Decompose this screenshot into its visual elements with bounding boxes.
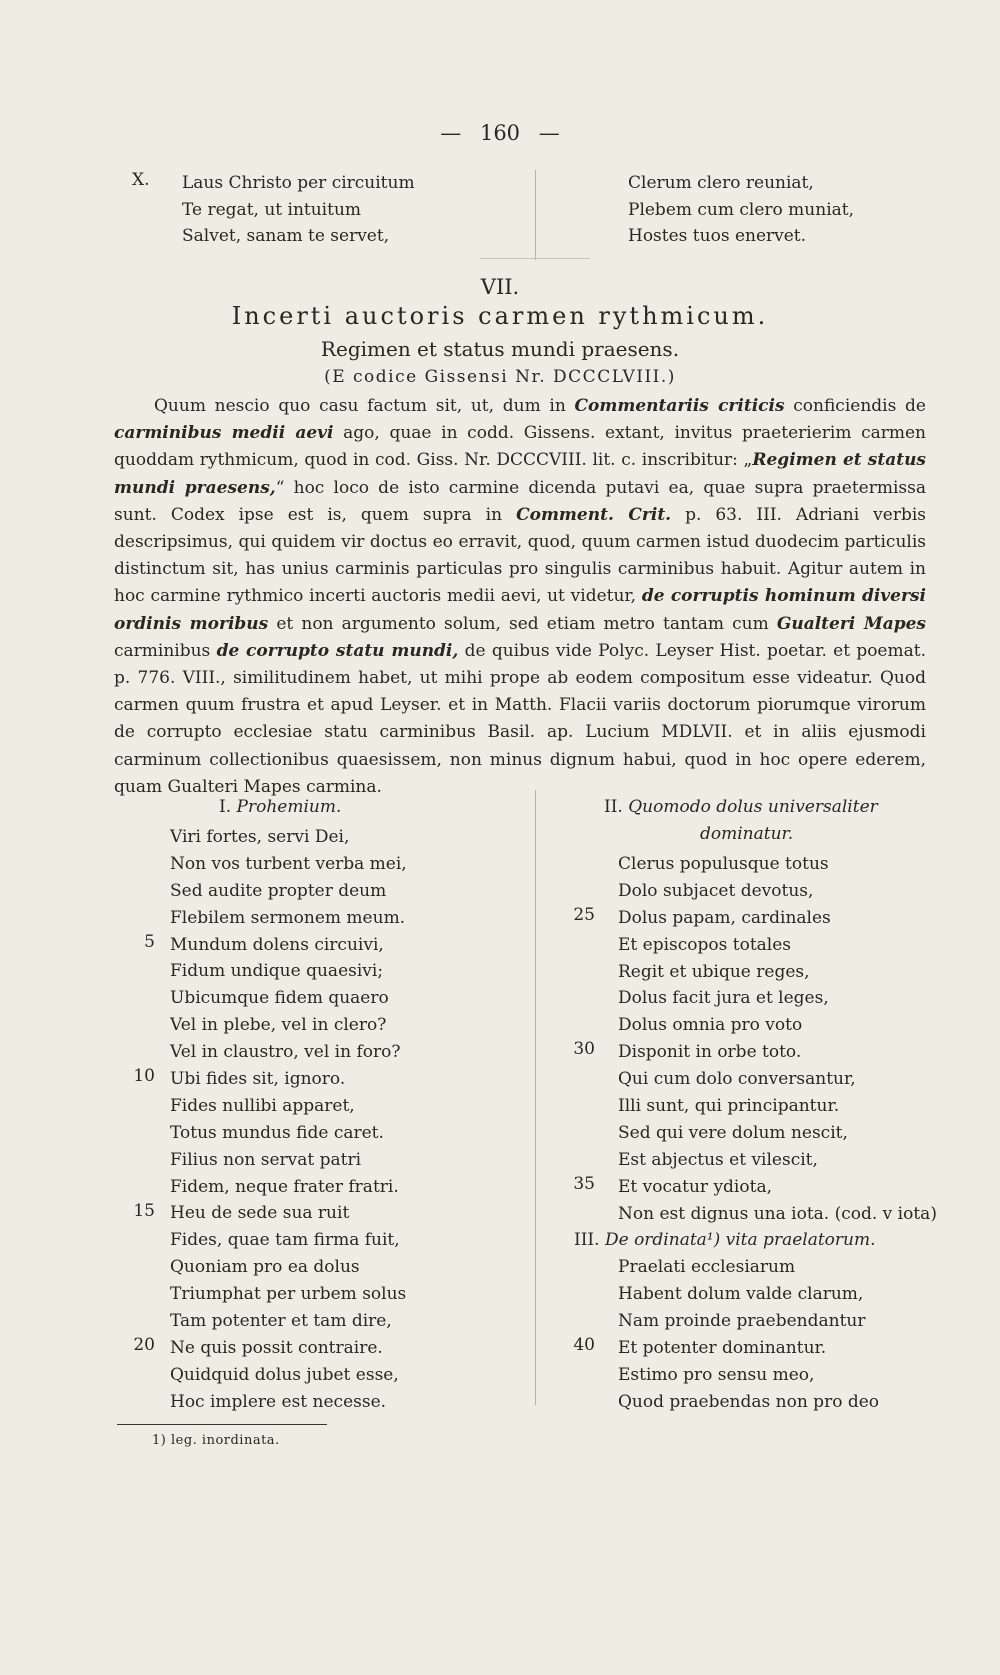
verse-line: Tam potenter et tam dire, bbox=[170, 1311, 392, 1332]
heading-numeral: III. bbox=[574, 1230, 600, 1251]
prose-text: Quum nescio quo casu factum sit, ut, dum in bbox=[154, 396, 575, 416]
italic-phrase: de corruptis hominum diversi ordinis moribus bbox=[114, 586, 926, 634]
line-number: 15 bbox=[133, 1201, 155, 1221]
heading-title: Prohemium. bbox=[236, 797, 342, 817]
section-subtitle: Regimen et status mundi praesens. bbox=[320, 337, 680, 361]
heading-title: Quomodo dolus universaliter bbox=[628, 797, 878, 817]
verse-line: Sed qui vere dolum nescit, bbox=[618, 1122, 848, 1143]
verse-line: Flebilem sermonem meum. bbox=[170, 907, 406, 928]
prose-text: et non argumento solum, sed etiam metro tantam cum bbox=[268, 613, 777, 634]
page-number-line bbox=[0, 121, 1000, 145]
codex-reference: (E codice Gissensi Nr. DCCCLVIII.) bbox=[324, 367, 676, 387]
verse-line: Triumphat per urbem solus bbox=[170, 1284, 407, 1305]
heading-numeral: II. bbox=[604, 797, 623, 817]
verse-line: Hostes tuos enervet. bbox=[628, 226, 807, 246]
italic-phrase: Regimen et status mundi praesens, bbox=[114, 450, 926, 498]
verse-line: Dolus papam, cardinales bbox=[618, 907, 831, 928]
verse-line: Quoniam pro ea dolus bbox=[170, 1257, 360, 1278]
top-stanza-left bbox=[182, 170, 415, 250]
line-number: 5 bbox=[144, 932, 155, 952]
prose-text: conficiendis de bbox=[784, 396, 926, 416]
verse-line: Viri fortes, servi Dei, bbox=[170, 827, 350, 847]
page-number-dash-right: — bbox=[538, 121, 560, 145]
verse-line: Hoc implere est necesse. bbox=[170, 1391, 387, 1412]
section-numeral: VII. bbox=[480, 275, 520, 299]
line-number: 25 bbox=[573, 905, 595, 925]
verse-line: Disponit in orbe toto. bbox=[618, 1042, 802, 1063]
prose-text: ago, quae in codd. Gissens. extant, invitus praeterierim carmen quoddam rythmicum, quod in cod. Giss. Nr. DCCCVIII. lit. c. inscribitur: „ bbox=[114, 423, 927, 471]
prose-text: de quibus vide Polyc. Leyser Hist. poetar. et poemat. p. 776. VIII., similitudinem habet, ut mihi prope ab eodem compositum esse videatur. Quod carmen quum frustra et apud Leyser. et in Matth. Flacii variis doctorum piorumque virorum de corrupto ecclesiae statu carminibus Basil. ap. Lucium MDLVII. et in aliis ejusmodi carminum collectionibus quaesissem, non minus dignum habui, quod in hoc opere ederem, quam Gualteri Mapes carmina. bbox=[114, 640, 926, 797]
italic-phrase: Comment. Crit. bbox=[516, 504, 672, 525]
verse-line: Salvet, sanam te servet, bbox=[182, 226, 390, 246]
verse-line: Laus Christo per circuitum bbox=[182, 173, 415, 193]
verse-line: Ubicumque fidem quaero bbox=[170, 988, 389, 1009]
verse-line: Fides nullibi apparet, bbox=[170, 1095, 355, 1116]
line-number: 30 bbox=[573, 1039, 595, 1059]
verse-line: Habent dolum valde clarum, bbox=[618, 1284, 864, 1305]
poem-heading-right-cont: dominatur. bbox=[700, 824, 794, 844]
verse-line: Quod praebendas non pro deo bbox=[618, 1391, 880, 1412]
verse-line: Heu de sede sua ruit bbox=[170, 1203, 350, 1224]
verse-line: Non est dignus una iota. (cod. v iota) bbox=[618, 1203, 937, 1224]
poem-heading-right bbox=[604, 797, 878, 817]
verse-line: Vel in claustro, vel in foro? bbox=[170, 1042, 401, 1063]
verse-line: Te regat, ut intuitum bbox=[182, 199, 362, 220]
page-number-dash-left: — bbox=[440, 121, 462, 145]
verse-line: Illi sunt, qui principantur. bbox=[618, 1096, 840, 1117]
subsection-heading bbox=[574, 1227, 937, 1254]
verse-line: Quidquid dolus jubet esse, bbox=[170, 1364, 399, 1385]
verse-line: Non vos turbent verba mei, bbox=[170, 853, 407, 874]
italic-phrase: carminibus medii aevi bbox=[114, 423, 334, 444]
verse-line: Estimo pro sensu meo, bbox=[618, 1364, 815, 1385]
verse-line: Dolus omnia pro voto bbox=[618, 1015, 803, 1036]
intro-paragraph-text bbox=[114, 393, 926, 801]
verse-line: Totus mundus fide caret. bbox=[170, 1122, 384, 1143]
column-divider bbox=[535, 170, 536, 260]
section-title: Incerti auctoris carmen rythmicum. bbox=[231, 302, 769, 330]
line-number: 10 bbox=[133, 1066, 155, 1086]
poem-left-column bbox=[170, 824, 407, 1416]
verse-line: Clerum clero reuniat, bbox=[628, 173, 814, 193]
verse-line: Ubi fides sit, ignoro. bbox=[170, 1069, 346, 1090]
verse-line: Et potenter dominantur. bbox=[618, 1338, 827, 1359]
prose-text: p. 63. III. Adriani verbis descripsimus, qui quidem vir doctus eo erravit, quod, quum carmen istud duodecim particulis distinctum sit, has unius carminis particulas pro singulis carminibus habuit. Agitur autem in hoc carmine rythmico incerti auctoris medii aevi, ut videtur, bbox=[114, 504, 927, 607]
verse-line: Et vocatur ydiota, bbox=[618, 1176, 772, 1197]
verse-line: Nam proinde praebendantur bbox=[618, 1311, 866, 1332]
poem-heading-left bbox=[219, 797, 341, 817]
italic-phrase: Gualteri Mapes bbox=[776, 613, 927, 634]
verse-line: Fidem, neque frater fratri. bbox=[170, 1176, 399, 1197]
page-number: 160 bbox=[479, 121, 521, 145]
verse-line: Plebem cum clero muniat, bbox=[628, 199, 855, 220]
stanza-number: X. bbox=[132, 170, 150, 190]
verse-line: Ne quis possit contraire. bbox=[170, 1337, 383, 1358]
verse-line: Qui cum dolo conversantur, bbox=[618, 1069, 856, 1090]
italic-phrase: Commentariis criticis bbox=[574, 396, 785, 416]
separator-rule bbox=[480, 258, 590, 259]
right-line-numbers bbox=[555, 851, 595, 1411]
line-number: 20 bbox=[133, 1335, 155, 1355]
verse-line: Dolus facit jura et leges, bbox=[618, 988, 829, 1009]
line-number: 35 bbox=[573, 1174, 595, 1194]
verse-line: Regit et ubique reges, bbox=[618, 961, 810, 982]
line-number: 40 bbox=[573, 1335, 595, 1355]
verse-line: Filius non servat patri bbox=[170, 1149, 362, 1170]
verse-line: Fidum undique quaesivi; bbox=[170, 961, 384, 982]
verse-line: Fides, quae tam firma fuit, bbox=[170, 1230, 400, 1251]
heading-title: De ordinata¹) vita praelatorum. bbox=[604, 1230, 876, 1251]
verse-line: Clerus populusque totus bbox=[618, 854, 829, 874]
verse-line: Et episcopos totales bbox=[618, 934, 792, 955]
top-stanza-right bbox=[628, 170, 854, 250]
verse-line: Est abjectus et vilescit, bbox=[618, 1149, 818, 1170]
left-line-numbers bbox=[115, 824, 155, 1384]
column-divider bbox=[535, 790, 536, 1405]
verse-line: Vel in plebe, vel in clero? bbox=[170, 1015, 387, 1036]
footnote-rule bbox=[117, 1424, 327, 1425]
prose-text: “ hoc loco de isto carmine dicenda putavi ea, quae supra praetermissa sunt. Codex ipse est is, quem supra in bbox=[114, 477, 926, 525]
verse-line: Sed audite propter deum bbox=[170, 880, 387, 901]
italic-phrase: de corrupto statu mundi, bbox=[216, 640, 459, 661]
prose-text: carminibus bbox=[114, 640, 217, 661]
verse-line: Mundum dolens circuivi, bbox=[170, 934, 384, 955]
heading-numeral: I. bbox=[219, 797, 232, 817]
verse-line: Dolo subjacet devotus, bbox=[618, 880, 814, 901]
verse-line: Praelati ecclesiarum bbox=[618, 1257, 796, 1278]
footnote: 1) leg. inordinata. bbox=[152, 1433, 280, 1448]
intro-paragraph bbox=[114, 393, 926, 801]
